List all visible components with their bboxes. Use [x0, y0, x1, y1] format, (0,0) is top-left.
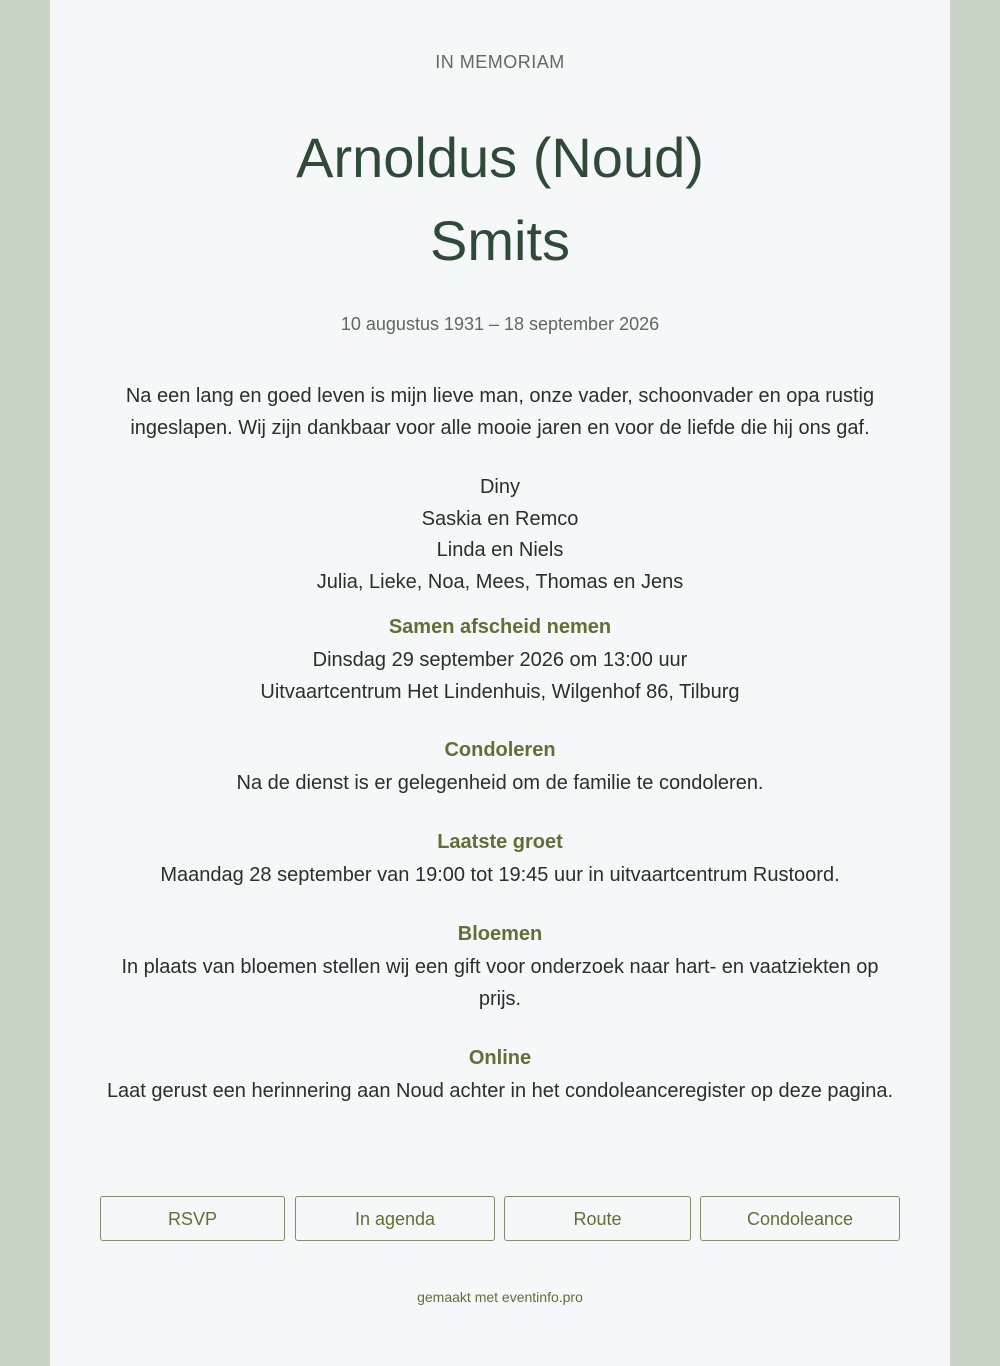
section-farewell: [105, 614, 895, 708]
family-member: Linda en Niels: [436, 539, 564, 561]
rsvp-button[interactable]: RSVP: [100, 1196, 285, 1241]
section-body: Na de dienst is er gelegenheid om de familie te condoleren.: [236, 772, 764, 794]
section-body: Maandag 28 september van 19:00 tot 19:45 uur in uitvaartcentrum Rustoord.: [160, 864, 840, 886]
memorial-card: [50, 0, 950, 1366]
family-member: Saskia en Remco: [421, 507, 579, 530]
section-body: Laat gerust een herinnering aan Noud achter in het condoleanceregister op deze pagina.: [106, 1080, 894, 1102]
section-heading: Condoleren: [444, 739, 556, 761]
family-list: [50, 472, 950, 598]
deceased-name-first: Arnoldus (Noud): [296, 126, 704, 189]
section-flowers: [105, 921, 895, 1015]
intro-text: Na een lang en goed leven is mijn lieve man, onze vader, schoonvader en opa rustig ingeslapen. Wij zijn dankbaar voor alle mooie jaren en voor de liefde die hij ons gaf.: [125, 385, 875, 439]
deceased-name-last: Smits: [430, 209, 570, 272]
section-last-greeting: [105, 829, 895, 891]
family-member: Diny: [479, 476, 520, 498]
life-dates: 10 augustus 1931 – 18 september 2026: [340, 314, 660, 334]
farewell-location: Uitvaartcentrum Het Lindenhuis, Wilgenhof 86, Tilburg: [260, 681, 740, 703]
add-to-calendar-button[interactable]: In agenda: [295, 1196, 495, 1241]
section-condolences: [105, 737, 895, 799]
section-online: [105, 1045, 895, 1107]
route-button[interactable]: Route: [504, 1196, 691, 1241]
section-heading: Samen afscheid nemen: [388, 616, 612, 638]
family-member: Julia, Lieke, Noa, Mees, Thomas en Jens: [316, 570, 684, 593]
farewell-datetime: Dinsdag 29 september 2026 om 13:00 uur: [312, 649, 688, 671]
section-heading: Laatste groet: [437, 831, 563, 853]
section-body: In plaats van bloemen stellen wij een gift voor onderzoek naar hart- en vaatziekten op prijs.: [121, 956, 879, 1010]
footer-credit[interactable]: gemaakt met eventinfo.pro: [417, 1289, 583, 1305]
condolence-button[interactable]: Condoleance: [700, 1196, 900, 1241]
section-heading: Online: [468, 1047, 532, 1069]
eyebrow-label: IN MEMORIAM: [435, 52, 565, 72]
section-heading: Bloemen: [457, 923, 543, 945]
